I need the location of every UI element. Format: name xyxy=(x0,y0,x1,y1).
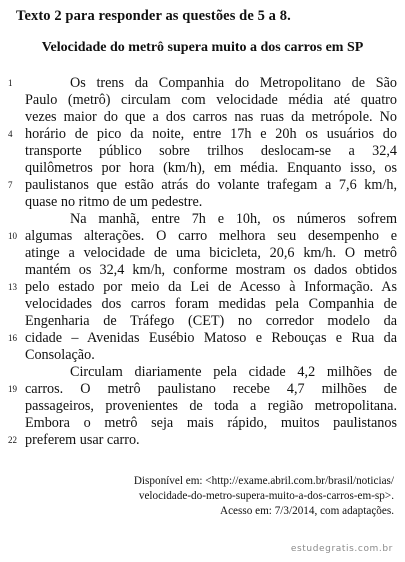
text-line: atinge a velocidade de uma bicicleta, 20,6 km/h. O metrô xyxy=(25,245,397,261)
text-line: horário de pico da noite, entre 17h e 20h os usuários do xyxy=(25,126,397,142)
section-header: Texto 2 para responder as questões de 5 a 8. xyxy=(16,8,291,24)
line-number: 13 xyxy=(8,282,17,292)
text-line: cidade – Avenidas Eusébio Matoso e Rebouças e Rua da xyxy=(25,330,397,346)
text-line: Embora o metrô seja mais rápido, muitos paulistanos xyxy=(25,415,397,431)
text-line: pelo estado por meio da Lei de Acesso à Informação. As xyxy=(25,279,397,295)
text-line: Na manhã, entre 7h e 10h, os números sofrem xyxy=(70,211,397,227)
text-line: velocidades dos carros foram medidas pela Companhia de xyxy=(25,296,397,312)
text-line: Engenharia de Tráfego (CET) no corredor modelo da xyxy=(25,313,397,329)
watermark: estudegratis.com.br xyxy=(290,544,393,554)
text-line: quase no ritmo de um pedestre. xyxy=(25,194,203,210)
text-line: Paulo (metrô) circulam com velocidade média até quatro xyxy=(25,92,397,108)
line-number: 1 xyxy=(8,78,13,88)
source-url: velocidade-do-metro-supera-muito-a-dos-carros-em-sp>. xyxy=(138,490,394,502)
text-line: mantém os 32,4 km/h, conforme mostram os dados obtidos xyxy=(25,262,397,278)
line-number: 22 xyxy=(8,435,17,445)
access-date: Acesso em: 7/3/2014, com adaptações. xyxy=(220,505,394,517)
line-number: 7 xyxy=(8,180,13,190)
article-title: Velocidade do metrô supera muito a dos carros em SP xyxy=(41,40,364,55)
text-line: algumas alterações. O carro melhora seu desempenho e xyxy=(25,228,397,244)
text-line: Consolação. xyxy=(25,347,95,363)
line-number: 10 xyxy=(8,231,17,241)
text-line: paulistanos que estão atrás do volante trafegam a 7,6 km/h, xyxy=(25,177,397,193)
text-line: vezes maior do que a dos carros nas ruas da metrópole. No xyxy=(25,109,397,125)
line-number: 19 xyxy=(8,384,17,394)
text-line: passageiros, provenientes de toda a região metropolitana. xyxy=(25,398,397,414)
text-line: transporte público sobre trilhos deslocam-se a 32,4 xyxy=(25,143,397,159)
text-line: Os trens da Companhia do Metropolitano de São xyxy=(70,75,397,91)
source-line: Disponível em: <http://exame.abril.com.br/brasil/noticias/ xyxy=(133,475,394,487)
text-line: Circulam diariamente pela cidade 4,2 milhões de xyxy=(70,364,397,380)
text-line: quilômetros por hora (km/h), em média. Enquanto isso, os xyxy=(25,160,397,176)
text-line: preferem usar carro. xyxy=(25,432,140,448)
text-line: carros. O metrô paulistano recebe 4,7 milhões de xyxy=(25,381,397,397)
line-number: 16 xyxy=(8,333,17,343)
line-number: 4 xyxy=(8,129,13,139)
